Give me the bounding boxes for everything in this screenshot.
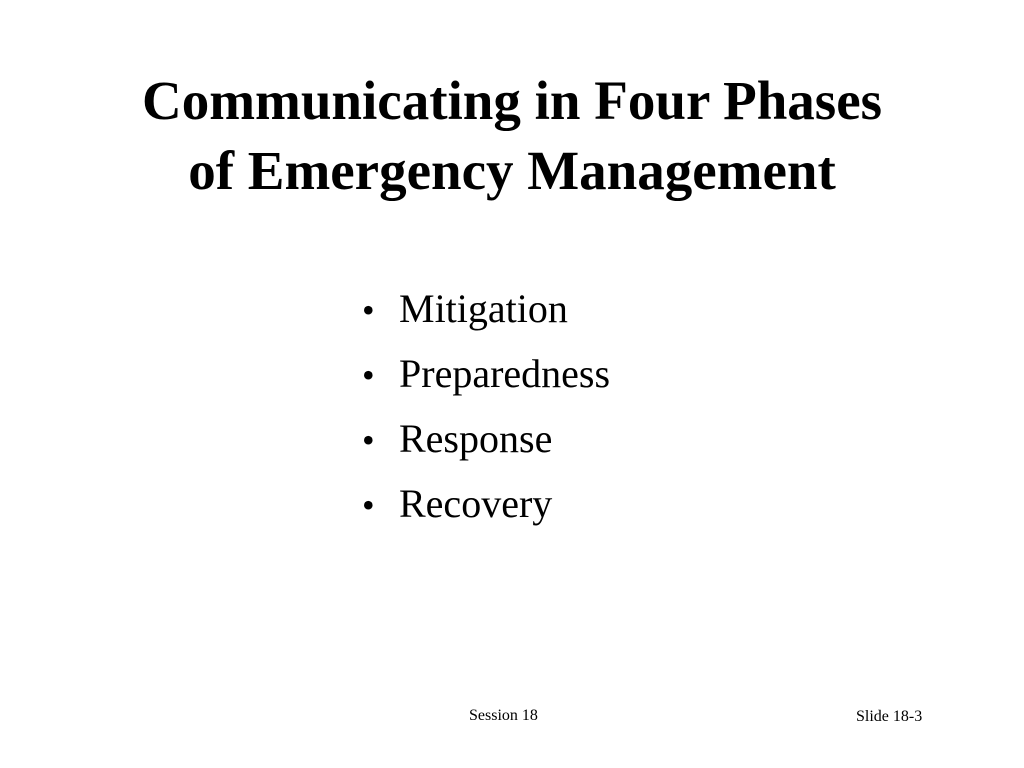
bullet-item-preparedness	[362, 345, 610, 410]
bullet-label: Mitigation	[399, 286, 568, 331]
bullet-dot-icon: •	[362, 355, 375, 395]
bullet-dot-icon: •	[362, 420, 375, 460]
footer-slide-number: Slide 18-3	[856, 708, 923, 725]
slide-title-line-1: Communicating in Four Phases	[141, 70, 883, 131]
bullet-label: Preparedness	[399, 351, 611, 396]
bullet-item-response	[362, 410, 610, 475]
slide-title	[0, 66, 1024, 206]
footer-session-label: Session 18	[469, 707, 538, 724]
slide-title-line-2: of Emergency Management	[188, 140, 836, 201]
bullet-dot-icon: •	[362, 485, 375, 525]
bullet-item-mitigation	[362, 280, 610, 345]
bullet-dot-icon: •	[362, 290, 375, 330]
bullet-label: Recovery	[399, 481, 553, 526]
bullet-item-recovery	[362, 475, 610, 540]
bullet-list	[362, 280, 610, 540]
bullet-label: Response	[399, 416, 553, 461]
